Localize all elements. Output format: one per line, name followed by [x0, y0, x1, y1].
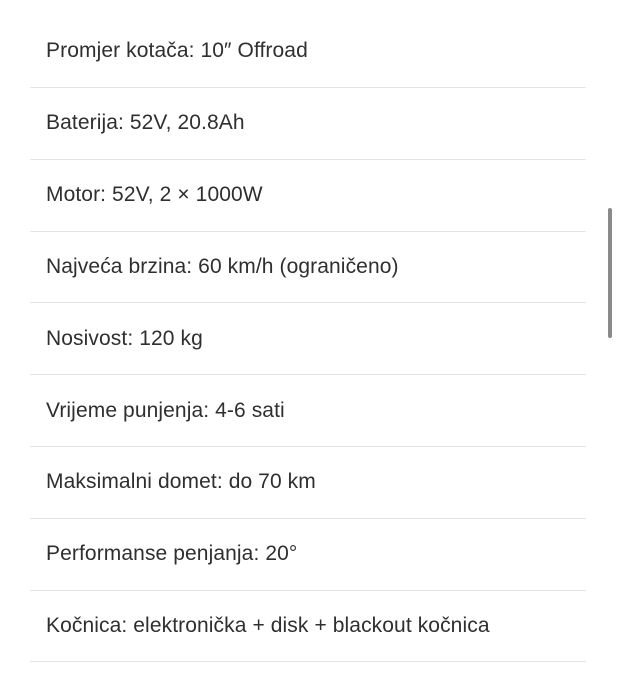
spec-motor: Motor: 52V, 2 × 1000W	[30, 160, 586, 232]
spec-list	[30, 15, 586, 662]
spec-max-range: Maksimalni domet: do 70 km	[30, 447, 586, 519]
spec-wheel-size: Promjer kotača: 10″ Offroad	[30, 15, 586, 88]
spec-load-capacity: Nosivost: 120 kg	[30, 303, 586, 375]
spec-charging-time: Vrijeme punjenja: 4-6 sati	[30, 375, 586, 447]
scrollbar-thumb[interactable]	[608, 208, 612, 338]
spec-top-speed: Najveća brzina: 60 km/h (ograničeno)	[30, 232, 586, 304]
spec-battery: Baterija: 52V, 20.8Ah	[30, 88, 586, 160]
spec-climbing: Performanse penjanja: 20°	[30, 519, 586, 591]
spec-brakes: Kočnica: elektronička + disk + blackout kočnica	[30, 591, 586, 663]
